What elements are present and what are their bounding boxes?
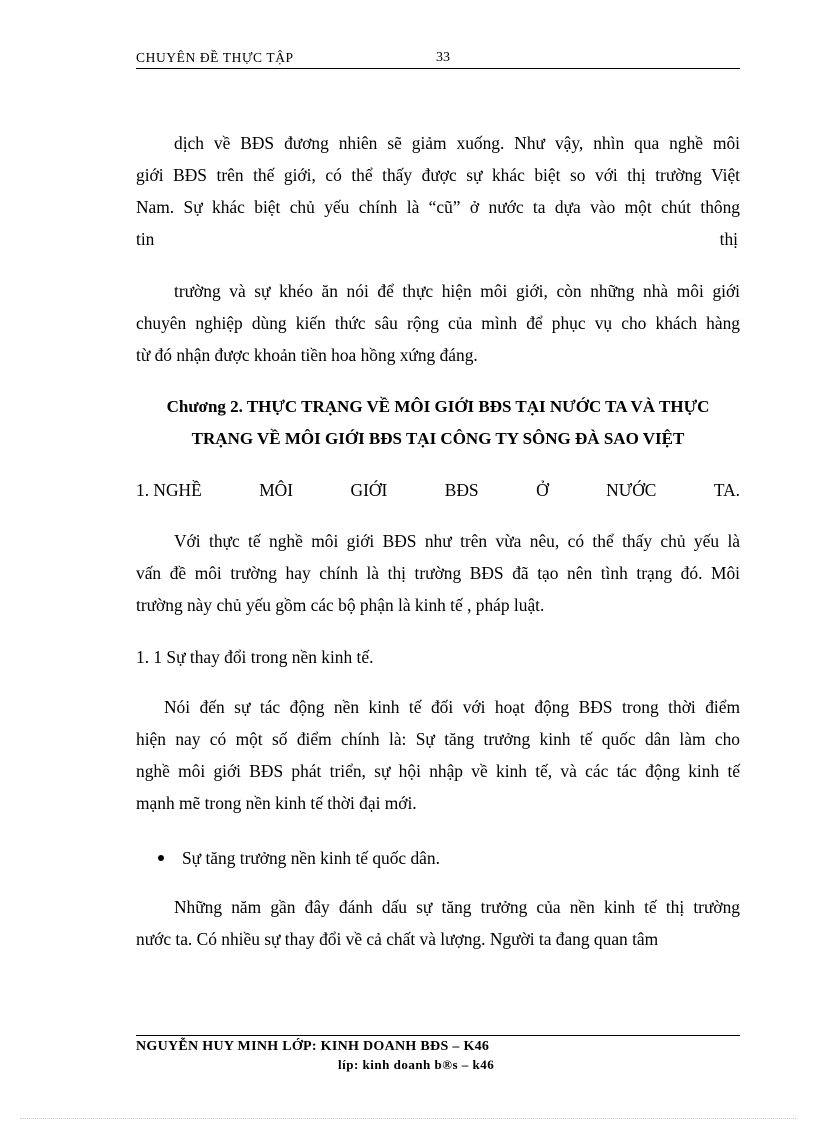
section-heading-word: GIỚI <box>350 480 388 500</box>
text-line: dịch về BĐS đương nhiên sẽ giảm xuống. Như vậy, nhìn qua nghề môi <box>174 133 740 153</box>
chapter-heading <box>136 391 740 455</box>
text-line: Nam. Sự khác biệt chủ yếu chính là “cũ” ở nước ta dựa vào một chút thông <box>136 197 740 217</box>
section-heading-word: Ở <box>536 480 549 500</box>
text-line: chuyên nghiệp dùng kiến thức sâu rộng của mình để phục vụ cho khách hàng <box>136 313 740 333</box>
text-line: giới BĐS trên thế giới, có thể thấy được sự khác biệt so với thị trường Việt <box>136 165 740 185</box>
section-heading-word: MÔI <box>259 480 294 500</box>
bullet-text: Sự tăng trưởng nền kinh tế quốc dân. <box>182 848 440 868</box>
chapter-heading-line: TRẠNG VỀ MÔI GIỚI BĐS TẠI CÔNG TY SÔNG ĐÀ SAO VIỆT <box>191 429 685 448</box>
section-heading-word: 1. NGHỀ <box>136 480 202 500</box>
section-heading-word: NƯỚC <box>606 480 657 500</box>
text-line: Những năm gần đây đánh dấu sự tăng trưởng của nền kinh tế thị trường <box>174 897 740 917</box>
text-fragment: tin <box>136 229 155 249</box>
text-line: mạnh mẽ trong nền kinh tế thời đại mới. <box>136 793 417 813</box>
text-line: Nói đến sự tác động nền kinh tế đối với hoạt động BĐS trong thời điểm <box>164 697 740 717</box>
text-line: hiện nay có một số điểm chính là: Sự tăng trưởng kinh tế quốc dân làm cho <box>136 729 740 749</box>
text-line: trường này chủ yếu gồm các bộ phận là kinh tế , pháp luật. <box>136 595 545 615</box>
paragraph-1 <box>136 127 740 223</box>
section-heading-word: BĐS <box>444 480 479 500</box>
subsection-heading <box>136 641 740 673</box>
footer-class: líp: kinh doanh b®s – k46 <box>338 1057 495 1072</box>
page-header <box>136 50 740 68</box>
page-number: 33 <box>436 50 450 65</box>
paragraph-5 <box>136 891 740 955</box>
page-edge-divider <box>20 1118 796 1119</box>
header-title: CHUYÊN ĐỀ THỰC TẬP <box>136 50 294 65</box>
paragraph-1-split-line <box>136 223 740 255</box>
text-line: Với thực tế nghề môi giới BĐS như trên vừa nêu, có thể thấy chủ yếu là <box>174 531 740 551</box>
text-line: trường và sự khéo ăn nói để thực hiện môi giới, còn những nhà môi giới <box>174 281 740 301</box>
bullet-icon <box>158 855 164 861</box>
section-heading-word: TA. <box>713 480 740 500</box>
text-line: 1. 1 Sự thay đổi trong nền kinh tế. <box>136 647 374 667</box>
header-rule <box>136 68 740 69</box>
bullet-item <box>158 842 440 874</box>
text-line: nước ta. Có nhiều sự thay đổi về cả chất và lượng. Người ta đang quan tâm <box>136 929 659 949</box>
footer-author: NGUYỄN HUY MINH LỚP: KINH DOANH BĐS – K46 <box>136 1039 490 1054</box>
paragraph-3 <box>136 525 740 621</box>
chapter-heading-line: Chương 2. THỰC TRẠNG VỀ MÔI GIỚI BĐS TẠI NƯỚC TA VÀ THỰC <box>166 397 710 416</box>
text-line: từ đó nhận được khoản tiền hoa hồng xứng đáng. <box>136 345 478 365</box>
text-line: nghề môi giới BĐS phát triển, sự hội nhập về kinh tế, và các tác động kinh tế <box>136 761 740 781</box>
paragraph-4 <box>136 691 740 819</box>
section-heading <box>136 474 740 506</box>
footer-rule <box>136 1035 740 1036</box>
text-line: vấn đề môi trường hay chính là thị trường BĐS đã tạo nên tình trạng đó. Môi <box>136 563 740 583</box>
paragraph-2 <box>136 275 740 371</box>
text-fragment: thị <box>719 229 738 249</box>
